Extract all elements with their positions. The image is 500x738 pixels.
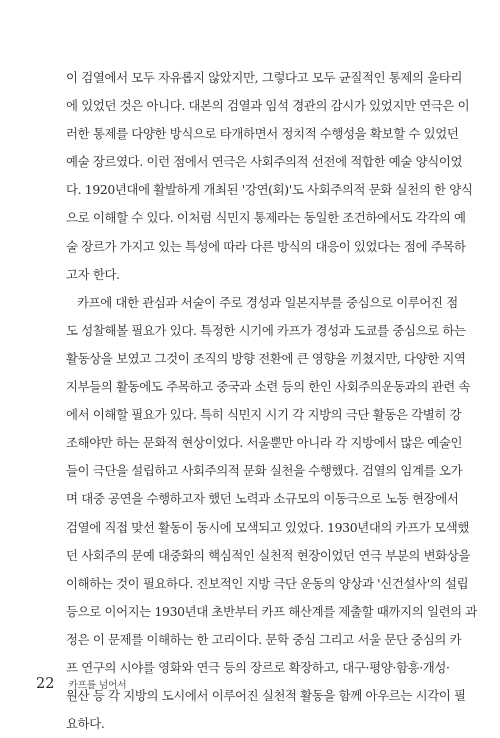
- text-line: 도 성찰해볼 필요가 있다. 특정한 시기에 카프가 경성과 도쿄를 중심으로 하는: [66, 322, 466, 338]
- text-line: 술 장르가 가지고 있는 특성에 따라 다른 방식의 대응이 있었다는 점에 주목하: [66, 238, 466, 254]
- text-line: 들이 극단을 설립하고 사회주의적 문화 실천을 수행했다. 검열의 임계를 오가: [66, 463, 463, 479]
- text-line: 에 있었던 것은 아니다. 대본의 검열과 임석 경관의 감시가 있었지만 연극은 이: [66, 98, 470, 114]
- page-number: 22: [36, 676, 55, 692]
- text-line: 등으로 이어지는 1930년대 초반부터 카프 해산계를 제출할 때까지의 일련의 과: [66, 603, 478, 619]
- text-line: 원산 등 각 지방의 도시에서 이루어진 실천적 활동을 함께 아우르는 시각이 필: [66, 688, 466, 704]
- page-footer: [36, 676, 127, 696]
- text-line: 던 사회주의 문예 대중화의 핵심적인 실천적 현장이었던 연극 부분의 변화상을: [66, 547, 471, 563]
- text-line: 으로 이해할 수 있다. 이처럼 식민지 통제라는 동일한 조건하에서도 각각의 예: [66, 210, 466, 226]
- text-line: 에서 이해할 필요가 있다. 특히 식민지 시기 각 지방의 극단 활동은 각별히 강: [66, 407, 462, 423]
- text-line: 예술 장르였다. 이런 점에서 연극은 사회주의적 선전에 적합한 예술 양식이었: [66, 154, 463, 170]
- text-line: 다. 1920년대에 활발하게 개최된 '강연(회)'도 사회주의적 문화 실천의 한 양식: [66, 182, 473, 198]
- text-line: 이해하는 것이 필요하다. 진보적인 지방 극단 운동의 양상과 '신건설사'의 설립: [66, 575, 469, 591]
- text-line: 며 대중 공연을 수행하고자 했던 노력과 소규모의 이동극으로 노동 현장에서: [66, 491, 459, 507]
- text-line: 이 검열에서 모두 자유롭지 않았지만, 그렇다고 모두 균질적인 통제의 울타리: [66, 70, 463, 85]
- body-text: [66, 64, 478, 738]
- text-line: 활동상을 보였고 그것이 조직의 방향 전환에 큰 영향을 끼쳤지만, 다양한 지역: [66, 350, 466, 366]
- text-line: 요하다.: [66, 716, 105, 732]
- text-line: 지부들의 활동에도 주목하고 중국과 소련 등의 한인 사회주의운동과의 관련 속: [66, 379, 471, 395]
- text-line: 검열에 직접 맞선 활동이 동시에 모색되고 있었다. 1930년대의 카프가 모색했: [66, 519, 469, 535]
- text-line-paragraph-start: 카프에 대한 관심과 서술이 주로 경성과 일본지부를 중심으로 이루어진 점: [77, 294, 458, 310]
- running-title: 카프를 넘어서: [68, 680, 127, 691]
- text-line: 러한 통제를 다양한 방식으로 타개하면서 정치적 수행성을 확보할 수 있었던: [66, 126, 459, 142]
- text-line: 프 연구의 시야를 영화와 연극 등의 장르로 확장하고, 대구·평양·함흥·개성·: [66, 659, 450, 675]
- text-line: 고자 한다.: [66, 266, 120, 282]
- text-line: 정은 이 문제를 이해하는 한 고리이다. 문학 중심 그리고 서울 문단 중심의 카: [66, 631, 462, 647]
- text-line: 조해야만 하는 문화적 현상이었다. 서울뿐만 아니라 각 지방에서 많은 예술인: [66, 435, 463, 451]
